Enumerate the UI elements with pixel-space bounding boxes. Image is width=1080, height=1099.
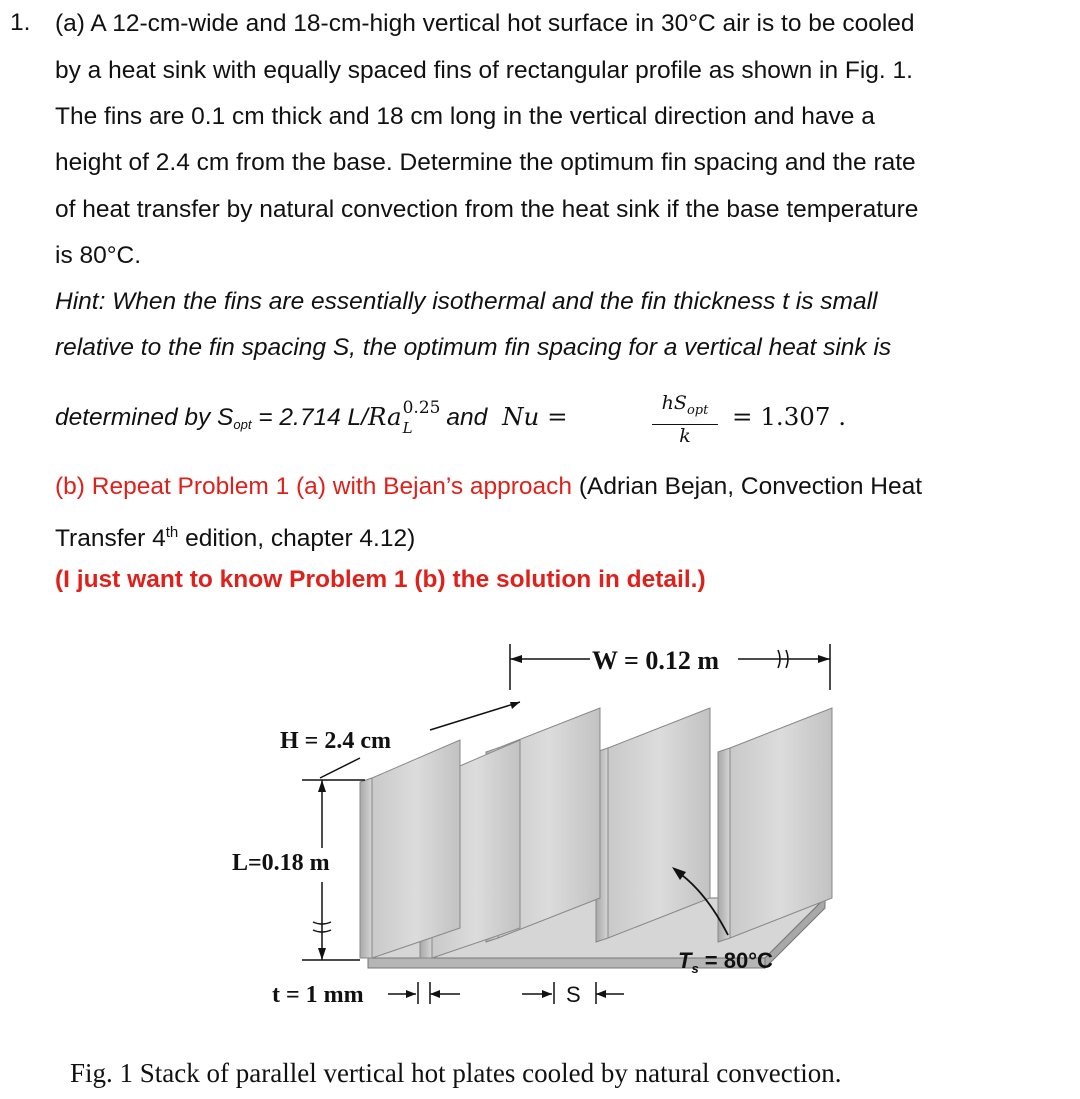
part-b-black: (Adrian Bejan, Convection Heat: [572, 473, 923, 500]
formula-fraction: [652, 392, 718, 447]
part-b-l2a: Transfer 4: [55, 525, 166, 552]
part-b-red: (b) Repeat Problem 1 (a) with Bejan’s approach: [55, 473, 573, 500]
hint-line-2: relative to the fin spacing S, the optimum fin spacing for a vertical heat sink is: [55, 334, 892, 361]
part-a-line-6: is 80°C.: [55, 242, 142, 269]
part-b-line-2: [55, 518, 415, 554]
fins: [360, 708, 832, 958]
t-dimension: [388, 982, 460, 1004]
problem-number: 1.: [10, 9, 31, 36]
formula-ra: Ra: [367, 402, 402, 431]
label-h: H = 2.4 cm: [280, 728, 391, 754]
part-b-l2b: edition, chapter 4.12): [178, 525, 416, 552]
part-a-line-3: The fins are 0.1 cm thick and 18 cm long in the vertical direction and have a: [55, 103, 875, 130]
frac-num-sub: opt: [686, 402, 709, 418]
label-s: S: [566, 982, 581, 1007]
part-a-line-5: of heat transfer by natural convection from the heat sink if the base temperature: [55, 196, 919, 223]
label-l: L=0.18 m: [232, 850, 330, 876]
formula-and: and: [446, 404, 488, 431]
frac-num: hS: [661, 392, 687, 414]
request-line: (I just want to know Problem 1 (b) the solution in detail.): [55, 566, 706, 593]
part-b-sup: th: [165, 524, 179, 541]
formula-prefix-sub: opt: [233, 417, 252, 432]
heat-sink-figure: [220, 630, 840, 1020]
label-ts: $T_s = 80^\circ C$: [678, 948, 773, 976]
formula-nu: Nu =: [502, 402, 568, 431]
part-a-line-4: height of 2.4 cm from the base. Determine the optimum fin spacing and the rate: [55, 149, 916, 176]
label-w: W = 0.12 m: [592, 646, 720, 675]
part-a-line-1: (a) A 12-cm-wide and 18-cm-high vertical hot surface in 30°C air is to be cooled: [55, 10, 915, 37]
formula-result: = 1.307 .: [732, 402, 847, 431]
label-t: t = 1 mm: [272, 982, 364, 1008]
frac-den: k: [679, 424, 691, 447]
formula-eq1: = 2.714 L/: [251, 404, 368, 431]
part-b-line-1: [55, 472, 922, 502]
figure-caption: Fig. 1 Stack of parallel vertical hot plates cooled by natural convection.: [70, 1058, 842, 1088]
formula-prefix: determined by S: [55, 404, 234, 431]
part-a-line-2: by a heat sink with equally spaced fins of rectangular profile as shown in Fig. 1.: [55, 57, 913, 84]
formula-ra-sup: 0.25: [402, 398, 441, 418]
hint-line-1: Hint: When the fins are essentially isothermal and the fin thickness t is small: [55, 288, 878, 315]
formula-ra-sub: L: [402, 419, 413, 437]
formula-line: [55, 398, 568, 440]
